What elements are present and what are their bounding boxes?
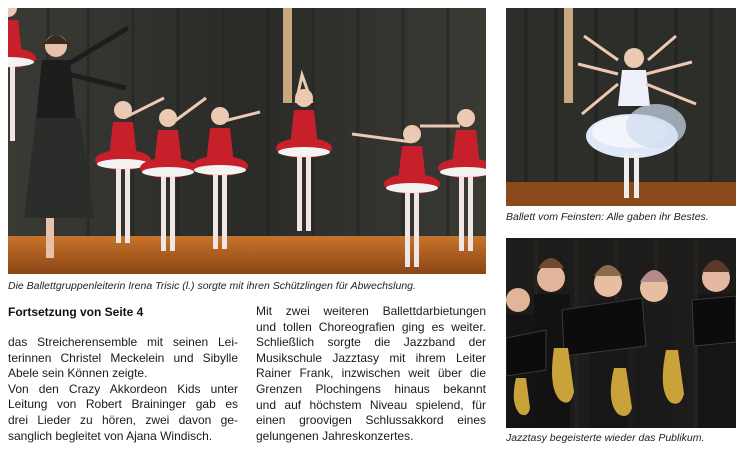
- text-line: und auf höchstem Niveau spielend, für: [256, 397, 486, 412]
- article-column-2: [256, 304, 486, 444]
- main-photo-caption: Die Ballettgruppenleiterin Irena Trisic (l.) sorgte mit ihren Schützlingen für Abwechslung.: [8, 280, 416, 292]
- top-right-caption: Ballett vom Feinsten: Alle gaben ihr Bestes.: [506, 211, 709, 223]
- paragraph-2: [8, 382, 238, 444]
- paragraph-1: [8, 335, 238, 382]
- ballet-group-photo: [8, 8, 486, 274]
- paragraph-3: [256, 304, 486, 444]
- text-line: Rainer Frank, inzwischen weit über die: [256, 366, 486, 381]
- text-line: gelungenen Jahreskonzertes.: [256, 428, 414, 443]
- jazzband-photo: [506, 238, 736, 428]
- text-line: Abele sein Können zeigte.: [8, 366, 148, 381]
- article-column-1: [8, 335, 238, 444]
- text-line: Musikschule Jazztasy mit ihrem Leiter: [256, 350, 486, 365]
- article-heading: Fortsetzung von Seite 4: [8, 305, 144, 319]
- text-line: Grenzen Plochingens hinaus bekannt: [256, 381, 486, 396]
- text-line: Leitung von Robert Braininger gab es: [8, 397, 238, 412]
- text-line: und tollen Choreografien ging es weiter.: [256, 319, 486, 334]
- text-line: sanglich begleitet von Ajana Windisch.: [8, 428, 213, 443]
- bottom-right-caption: Jazztasy begeisterte wieder das Publikum.: [506, 432, 705, 444]
- text-line: Von den Crazy Akkordeon Kids unter: [8, 381, 238, 396]
- text-line: drei Lieder zu hören, zwei davon ge-: [8, 412, 238, 427]
- ballet-soloist-photo: [506, 8, 736, 206]
- text-line: terinnen Christel Meckelein und Sibylle: [8, 350, 238, 365]
- text-line: Schließlich sorgte die Jazzband der: [256, 335, 486, 350]
- text-line: einen groovigen Schlussakkord eines: [256, 413, 486, 428]
- text-line: das Streicherensemble mit seinen Lei-: [8, 335, 238, 349]
- text-line: Mit zwei weiteren Ballettdarbietungen: [256, 304, 486, 318]
